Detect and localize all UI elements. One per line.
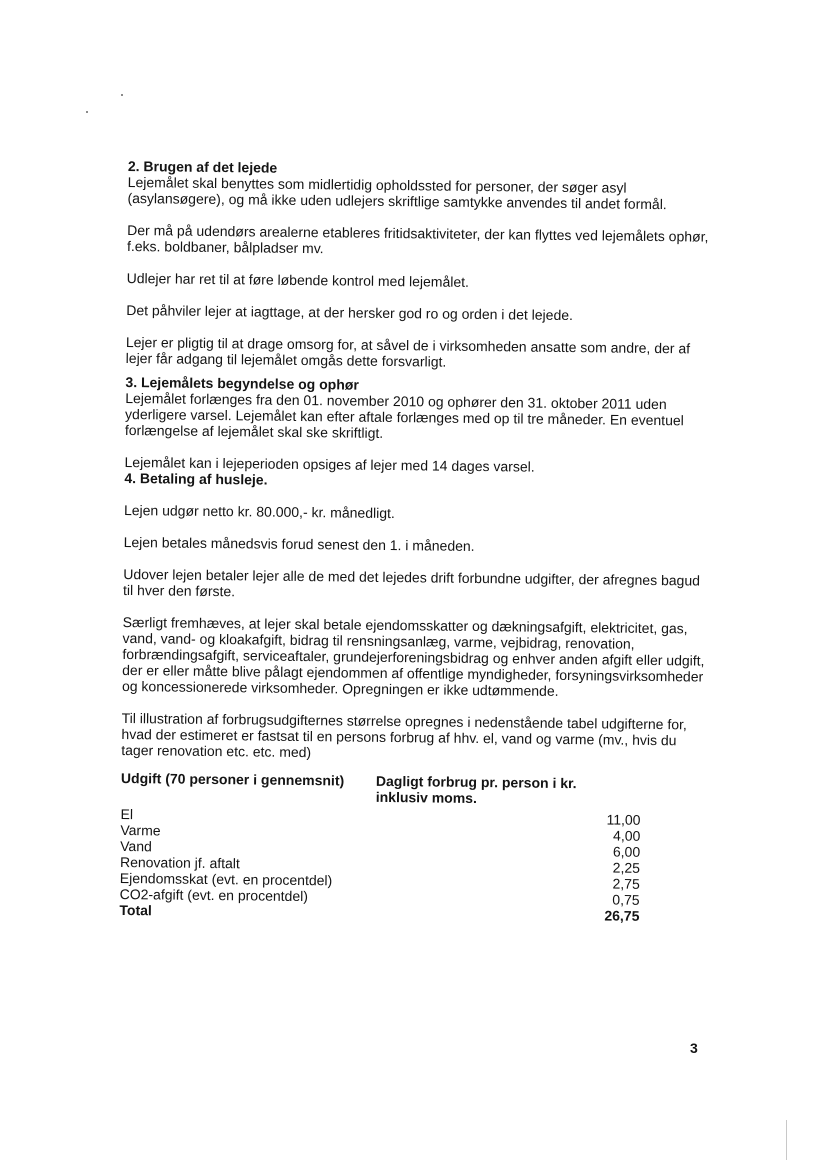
expense-label: Varme (120, 821, 161, 839)
expense-value: 4,00 (613, 827, 641, 844)
scan-speck (121, 94, 123, 96)
section-2-paragraph: Lejer er pligtig til at drage omsorg for, at såvel de i virksomheden ansatte som andre, der af lejer får adgang til lejemålet omgås dette forsvarligt. (125, 333, 691, 370)
section-4-paragraph: Til illustration af forbrugsudgifternes størrelse opregnes i nedenstående tabel udgifterne for, hvad der estimeret er fastsat til en persons forbrug af hhv. el, vand og varme (mv., hvis du tager renovation etc. etc. med) (121, 709, 687, 761)
section-4-paragraph: Lejen betales månedsvis forud senest den 1. i måneden. (123, 533, 475, 554)
section-3-heading: 3. Lejemålets begyndelse og ophør (125, 373, 359, 393)
expense-value: 2,75 (612, 875, 640, 892)
page-number: 3 (690, 1040, 698, 1056)
section-4-paragraph: Udover lejen betaler lejer alle de med det lejedes drift forbundne udgifter, der afregnes bagud til hver den første. (123, 565, 701, 600)
document-body (119, 158, 713, 925)
expense-column-header: Udgift (70 personer i gennemsnit) (120, 769, 345, 789)
expense-label: CO2-afgift (evt. en procentdel) (119, 885, 309, 905)
scan-edge-line (786, 1120, 787, 1160)
section-2-paragraph: Det påhviler lejer at iagttage, at der hersker god ro og orden i det lejede. (126, 301, 574, 324)
expense-table (119, 770, 651, 924)
expense-value: 11,00 (606, 811, 641, 828)
expense-table-header (121, 770, 651, 808)
section-2-paragraph: Der må på udendørs arealerne etableres fritidsaktiviteter, der kan flyttes ved lejemålets ophør, f.eks. boldbaner, bålpladser mv. (126, 221, 709, 257)
section-4-paragraph: Særligt fremhæves, at lejer skal betale ejendomsskatter og dækningsafgift, elektricitet, gas, vand, vand- og kloakafgift, bidrag til rensningsanlæg, varme, vejbidrag, renovation, forbrændingsafgift, serviceaftaler, grundejerforeningsbidrag og enhver anden afgift eller udgift, der er eller måtte blive pålagt ejendommen af offentlige myndigheder, forsyningsvirksomheder og koncessionerede virksomheder. Opregningen er ikke udtømmende. (121, 613, 705, 699)
expense-label: Ejendomsskat (evt. en procentdel) (119, 869, 333, 889)
section-3-paragraph: Lejemålet forlænges fra den 01. november 2010 og ophører den 31. oktober 2011 uden yderligere varsel. Lejemålet kan efter aftale forlænges med op til tre måneder. En eventuel forlængelse af lejemålet skal ske skriftligt. (124, 389, 684, 441)
total-label: Total (119, 901, 152, 919)
section-3-paragraph: Lejemålet kan i lejeperioden opsiges af lejer med 14 dages varsel. (124, 453, 535, 475)
daily-cost-column-header: Dagligt forbrug pr. person i kr. inklusiv moms. (375, 772, 577, 806)
section-2-paragraph: Lejemålet skal benyttes som midlertidig opholdssted for personer, der søger asyl (asylansøgere), og må ikke uden udlejers skriftlige samtykke anvendes til andet formål. (127, 173, 667, 213)
expense-value: 2,25 (612, 859, 641, 876)
total-value: 26,75 (604, 907, 640, 924)
section-4-heading: 4. Betaling af husleje. (124, 469, 268, 488)
expense-label: Renovation jf. aftalt (119, 853, 240, 872)
scan-speck (86, 111, 88, 113)
expense-label: Vand (120, 837, 152, 855)
section-4-paragraph: Lejen udgør netto kr. 80.000,- kr. månedligt. (123, 501, 395, 522)
expense-label: El (120, 805, 134, 823)
expense-table-rows (119, 806, 650, 924)
expense-value: 0,75 (612, 891, 640, 908)
section-2-paragraph: Udlejer har ret til at føre løbende kontrol med lejemålet. (126, 269, 470, 290)
expense-value: 6,00 (612, 843, 641, 860)
section-2-heading: 2. Brugen af det lejede (127, 158, 278, 176)
